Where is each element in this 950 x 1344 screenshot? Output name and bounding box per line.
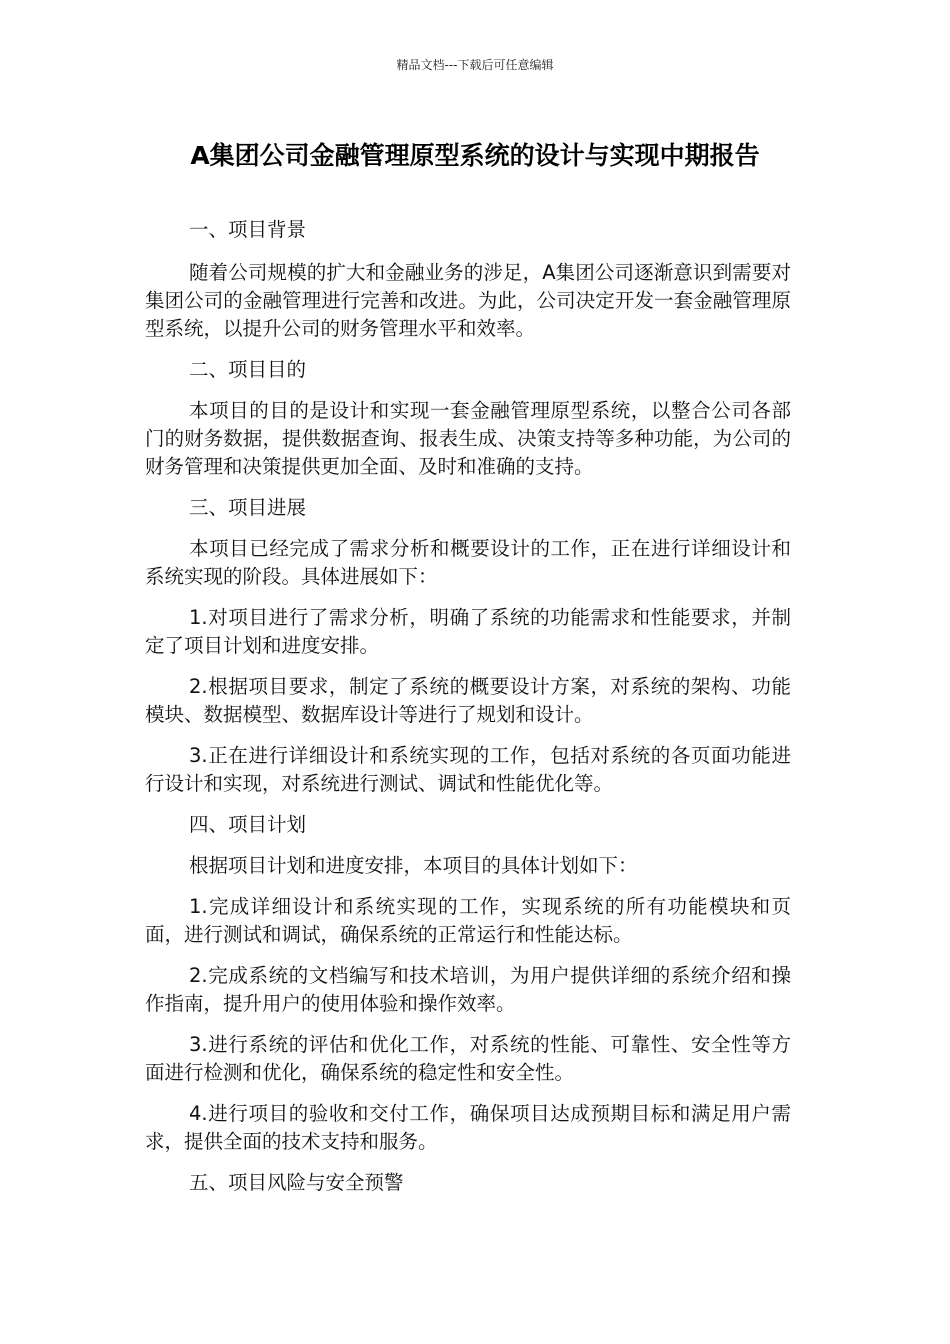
paragraph: 本项目已经完成了需求分析和概要设计的工作，正在进行详细设计和系统实现的阶段。具体进展如下： bbox=[145, 537, 791, 588]
list-item: 2.根据项目要求，制定了系统的概要设计方案，对系统的架构、功能模块、数据模型、数据库设计等进行了规划和设计。 bbox=[145, 675, 791, 726]
paragraph: 随着公司规模的扩大和金融业务的涉足，A集团公司逐渐意识到需要对集团公司的金融管理进行完善和改进。为此，公司决定开发一套金融管理原型系统，以提升公司的财务管理水平和效率。 bbox=[145, 261, 791, 340]
paragraph: 本项目的目的是设计和实现一套金融管理原型系统，以整合公司各部门的财务数据，提供数据查询、报表生成、决策支持等多种功能，为公司的财务管理和决策提供更加全面、及时和准确的支持。 bbox=[145, 399, 791, 478]
section-heading-risk: 五、项目风险与安全预警 bbox=[189, 1171, 404, 1194]
list-item: 3.正在进行详细设计和系统实现的工作，包括对系统的各页面功能进行设计和实现，对系统进行测试、调试和性能优化等。 bbox=[145, 744, 791, 795]
paragraph: 根据项目计划和进度安排，本项目的具体计划如下： bbox=[189, 854, 638, 877]
document-body bbox=[145, 216, 791, 1197]
section-heading-purpose: 二、项目目的 bbox=[189, 358, 307, 381]
list-item: 3.进行系统的评估和优化工作，对系统的性能、可靠性、安全性等方面进行检测和优化，确保系统的稳定性和安全性。 bbox=[145, 1033, 791, 1084]
section-heading-background: 一、项目背景 bbox=[189, 218, 307, 241]
list-item: 2.完成系统的文档编写和技术培训，为用户提供详细的系统介绍和操作指南，提升用户的使用体验和操作效率。 bbox=[145, 964, 791, 1015]
header-note: 精品文档---下载后可任意编辑 bbox=[396, 58, 554, 72]
list-item: 4.进行项目的验收和交付工作，确保项目达成预期目标和满足用户需求，提供全面的技术支持和服务。 bbox=[145, 1102, 791, 1153]
section-heading-plan: 四、项目计划 bbox=[189, 813, 307, 836]
section-heading-progress: 三、项目进展 bbox=[189, 496, 307, 519]
list-item: 1.对项目进行了需求分析，明确了系统的功能需求和性能要求，并制定了项目计划和进度安排。 bbox=[145, 606, 791, 657]
document-title: A集团公司金融管理原型系统的设计与实现中期报告 bbox=[190, 141, 760, 170]
list-item: 1.完成详细设计和系统实现的工作，实现系统的所有功能模块和页面，进行测试和调试，确保系统的正常运行和性能达标。 bbox=[145, 895, 791, 946]
